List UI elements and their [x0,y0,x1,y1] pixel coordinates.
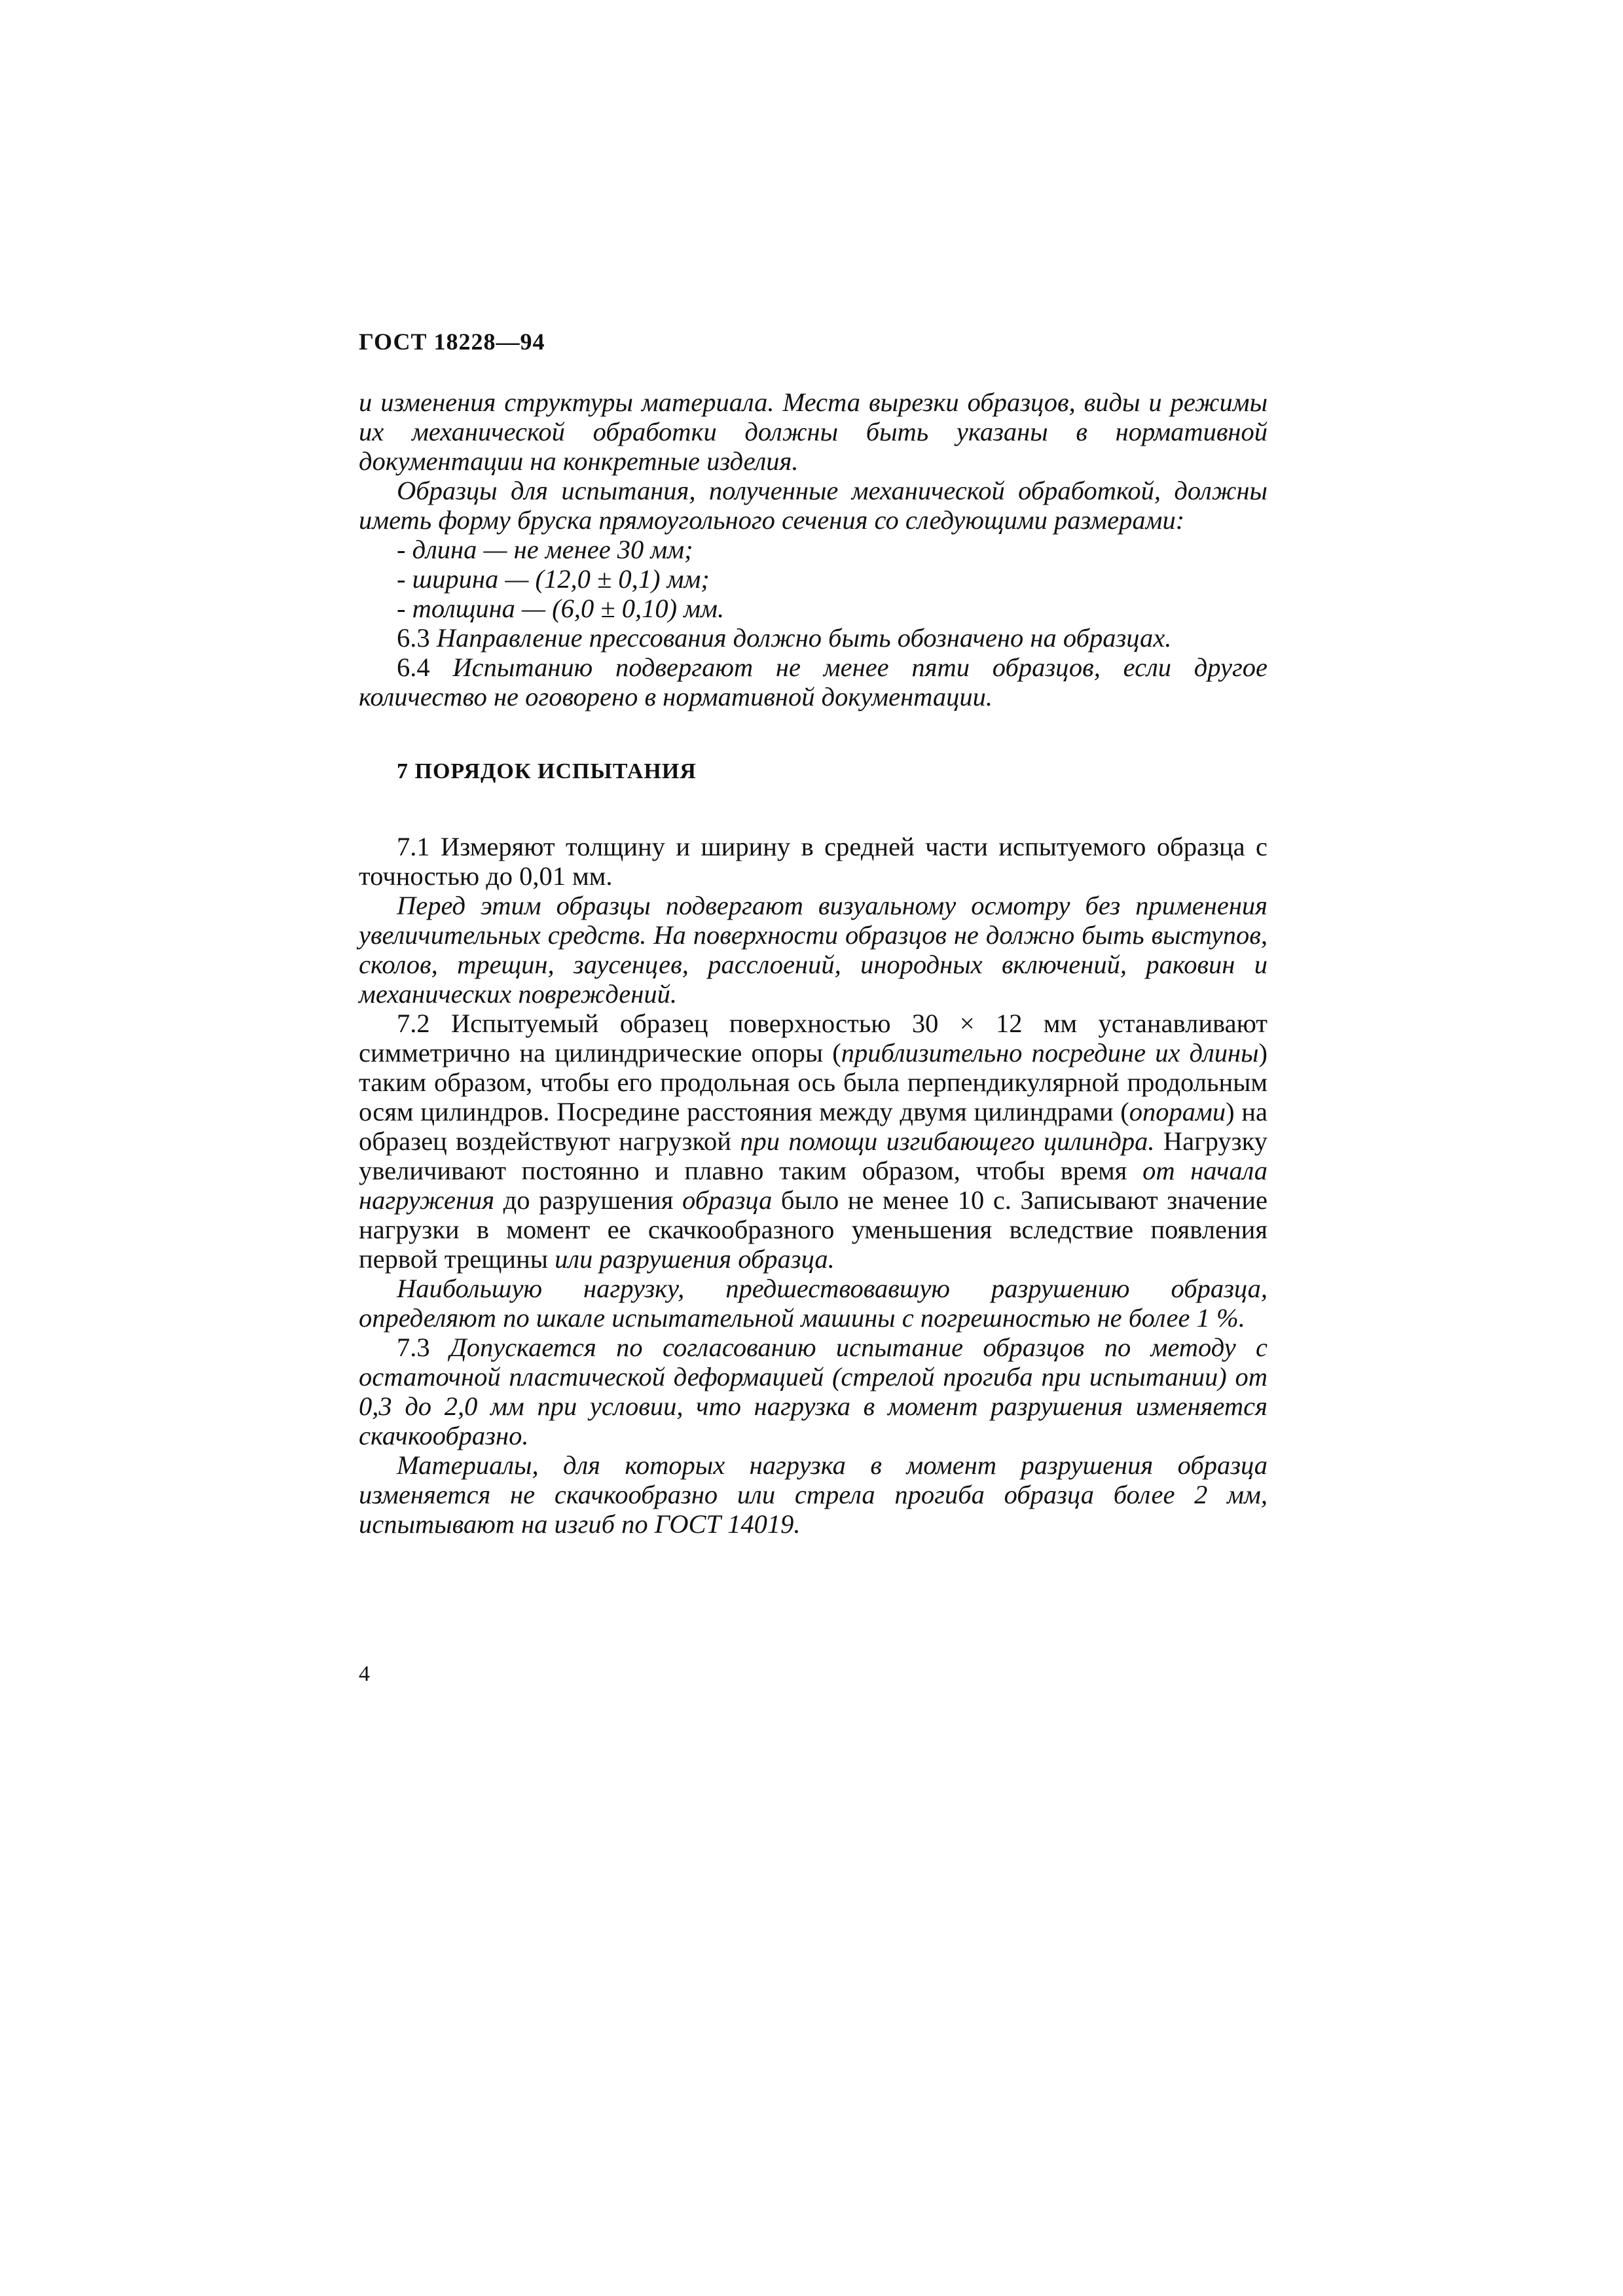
paragraph-specimen-shape: Образцы для испытания, полученные механической обработкой, должны иметь форму бруска прямоугольного сечения со следующими размерами: [359,476,1267,535]
list-item-width: - ширина — (12,0 ± 0,1) мм; [397,564,710,594]
clause-text: Допускается по согласованию испытание образцов по методу с остаточной пластической деформацией (стрелой прогиба при испытании) от 0,3 до 2,0 мм при условии, что нагрузка в момент разрушения изменяется скачкообразно. [359,1333,1267,1450]
text-run-italic: приблизительно посредине их длины [841,1038,1259,1067]
paragraph-7-3-materials: Материалы, для которых нагрузка в момент разрушения образца изменяется не скачкообразно или стрела прогиба образца более 2 мм, испытывают на изгиб по ГОСТ 14019. [359,1450,1267,1539]
text-run: ) таким образом, чтобы его продольная ось была перпендикулярной продольным осям цилиндров. Посредине расстояния между двумя цилиндрами ( [359,1038,1267,1126]
list-item-length: - длина — не менее 30 мм; [397,535,693,564]
paragraph-7-1-inspection: Перед этим образцы подвергают визуальному осмотру без применения увеличительных средств. На поверхности образцов не должно быть выступов, сколов, трещин, заусенцев, расслоений, инородных включений, раковин и механических повреждений. [359,891,1267,1009]
document-header: ГОСТ 18228—94 [359,329,545,355]
clause-number: 7.3 [397,1333,430,1362]
paragraph-7-1: 7.1 Измеряют толщину и ширину в средней части испытуемого образца с точностью до 0,01 мм. [359,832,1267,891]
text-run-italic: от начала нагружения [359,1156,1267,1215]
clause-number: 6.3 [397,623,430,653]
document-body [359,387,1267,1539]
list-item-thickness: - толщина — (6,0 ± 0,10) мм. [397,594,725,623]
text-run: до разрушения [494,1185,682,1215]
paragraph-6-3 [359,623,1267,653]
text-run: 7.2 Испытуемый образец поверхностью 30 × 12 мм устанавливают симметрично на цилиндрические опоры ( [359,1009,1267,1067]
text-run-italic: опорами [1129,1097,1226,1126]
paragraph-6-4 [359,653,1267,711]
text-run-italic: или разрушения образца. [555,1244,835,1274]
page-number: 4 [359,1662,370,1686]
paragraph-7-2-max-load: Наибольшую нагрузку, предшествовавшую разрушению образца, определяют по шкале испытательной машины с погрешностью не более 1 %. [359,1274,1267,1333]
text-run-italic: при помощи изгибающего цилиндра. [740,1126,1155,1156]
section-title-7: 7 ПОРЯДОК ИСПЫТАНИЯ [397,759,697,783]
text-run-italic: образца [682,1185,773,1215]
text-run: было не менее 10 с. Записывают значение нагрузки в момент ее скачкообразного уменьшения вследствие появления первой трещины [359,1185,1267,1274]
paragraph-continuation: и изменения структуры материала. Места вырезки образцов, виды и режимы их механической обработки должны быть указаны в нормативной документации на конкретные изделия. [359,387,1267,476]
clause-text: Направление прессования должно быть обозначено на образцах. [436,623,1172,653]
paragraph-7-3 [359,1333,1267,1450]
clause-number: 6.4 [397,653,430,682]
text-run: Нагрузку увеличивают постоянно и плавно таким образом, чтобы время [359,1126,1267,1185]
document-page [359,0,1267,2296]
clause-text: Испытанию подвергают не менее пяти образцов, если другое количество не оговорено в нормативной документации. [359,653,1268,711]
paragraph-7-2 [359,1009,1267,1274]
text-run: ) на образец воздействуют нагрузкой [359,1097,1267,1156]
